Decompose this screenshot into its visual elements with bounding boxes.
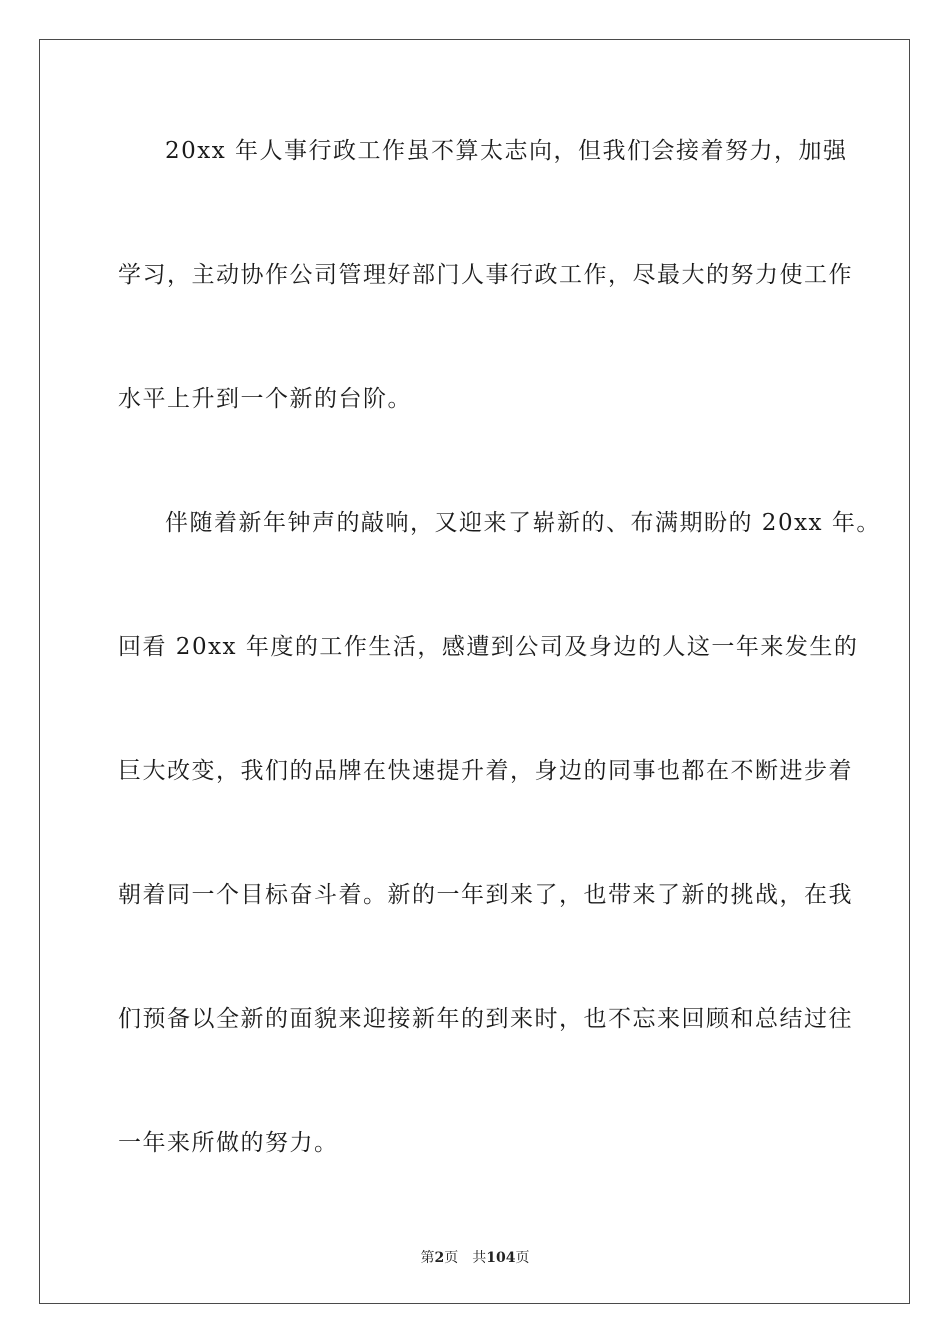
paragraph-2-line-2: 回看 20xx 年度的工作生活，感遭到公司及身边的人这一年来发生的 bbox=[118, 634, 859, 660]
paragraph-1-line-3: 水平上升到一个新的台阶。 bbox=[118, 386, 412, 412]
total-pages: 104 bbox=[486, 1250, 516, 1266]
paragraph-2-line-6: 一年来所做的努力。 bbox=[118, 1130, 339, 1156]
total-prefix: 共 bbox=[472, 1250, 487, 1266]
page-prefix: 第 bbox=[420, 1250, 435, 1266]
paragraph-2-line-5: 们预备以全新的面貌来迎接新年的到来时，也不忘来回顾和总结过往 bbox=[118, 1006, 853, 1032]
paragraph-2-line-3: 巨大改变，我们的品牌在快速提升着，身边的同事也都在不断进步着 bbox=[118, 758, 853, 784]
paragraph-2-line-4: 朝着同一个目标奋斗着。新的一年到来了，也带来了新的挑战，在我 bbox=[118, 882, 853, 908]
paragraph-1-line-1: 20xx 年人事行政工作虽不算太志向，但我们会接着努力，加强 bbox=[165, 138, 848, 164]
total-suffix: 页 bbox=[515, 1250, 530, 1266]
page-number: 2 bbox=[434, 1250, 445, 1266]
page-border bbox=[39, 39, 910, 1304]
paragraph-2-line-1: 伴随着新年钟声的敲响，又迎来了崭新的、布满期盼的 20xx 年。 bbox=[165, 510, 881, 536]
page-footer bbox=[0, 1247, 950, 1267]
page-suffix: 页 bbox=[444, 1250, 459, 1266]
paragraph-1-line-2: 学习，主动协作公司管理好部门人事行政工作，尽最大的努力使工作 bbox=[118, 262, 853, 288]
